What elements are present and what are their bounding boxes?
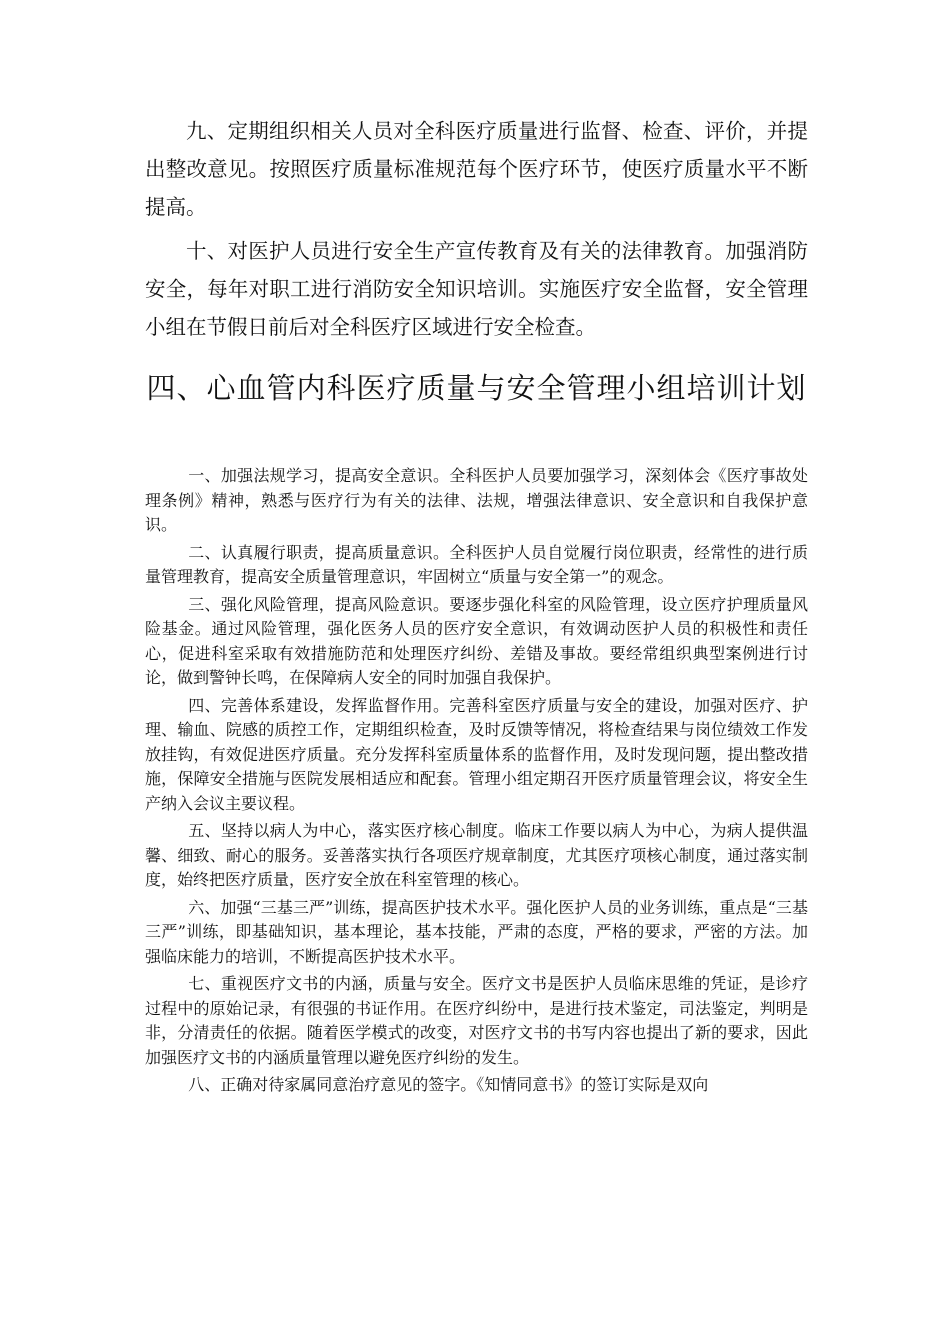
plan-item-4: 四、完善体系建设，发挥监督作用。完善科室医疗质量与安全的建设，加强对医疗、护理、输血、院感的质控工作，定期组织检查，及时反馈等情况，将检查结果与岗位绩效工作发放挂钩，有效促进医疗质量。充分发挥科室质量体系的监督作用，及时发现问题，提出整改措施，保障安全措施与医院发展相适应和配套。管理小组定期召开医疗质量管理会议，将安全生产纳入会议主要议程。 (145, 695, 808, 813)
paragraph-item-10: 十、对医护人员进行安全生产宣传教育及有关的法律教育。加强消防安全，每年对职工进行消防安全知识培训。实施医疗安全监督，安全管理小组在节假日前后对全科医疗区域进行安全检查。 (145, 239, 808, 339)
plan-item-8: 八、正确对待家属同意治疗意见的签字。《知情同意书》的签订实际是双向 (188, 1075, 709, 1094)
top-section (145, 112, 808, 352)
plan-item-7: 七、重视医疗文书的内涵，质量与安全。医疗文书是医护人员临床思维的凭证，是诊疗过程中的原始记录，有很强的书证作用。在医疗纠纷中，是进行技术鉴定，司法鉴定，判明是非，分清责任的依据。随着医学模式的改变，对医疗文书的书写内容也提出了新的要求，因此加强医疗文书的内涵质量管理以避免医疗纠纷的发生。 (145, 974, 808, 1067)
section-title: 四、心血管内科医疗质量与安全管理小组培训计划 (146, 371, 807, 405)
paragraph-item-9: 九、定期组织相关人员对全科医疗质量进行监督、检查、评价，并提出整改意见。按照医疗质量标准规范每个医疗环节，使医疗质量水平不断提高。 (145, 119, 808, 219)
training-plan-body (145, 464, 808, 1101)
plan-item-6: 六、加强“三基三严”训练，提高医护技术水平。强化医护人员的业务训练，重点是“三基三严”训练，即基础知识，基本理论，基本技能，严肃的态度，严格的要求，严密的方法。加强临床能力的培训，不断提高医护技术水平。 (145, 897, 808, 966)
plan-item-3: 三、强化风险管理，提高风险意识。要逐步强化科室的风险管理，设立医疗护理质量风险基金。通过风险管理，强化医务人员的医疗安全意识，有效调动医护人员的积极性和责任心，促进科室采取有效措施防范和处理医疗纠纷、差错及事故。要经常组织典型案例进行讨论，做到警钟长鸣，在保障病人安全的同时加强自我保护。 (145, 594, 808, 687)
plan-item-5: 五、坚持以病人为中心，落实医疗核心制度。临床工作要以病人为中心，为病人提供温馨、细致、耐心的服务。妥善落实执行各项医疗规章制度，尤其医疗项核心制度，通过落实制度，始终把医疗质量，医疗安全放在科室管理的核心。 (145, 821, 808, 889)
plan-item-1: 一、加强法规学习，提高安全意识。全科医护人员要加强学习，深刻体会《医疗事故处理条例》精神，熟悉与医疗行为有关的法律、法规，增强法律意识、安全意识和自我保护意识。 (145, 466, 808, 534)
plan-item-2: 二、认真履行职责，提高质量意识。全科医护人员自觉履行岗位职责，经常性的进行质量管理教育，提高安全质量管理意识，牢固树立“质量与安全第一”的观念。 (145, 542, 808, 586)
